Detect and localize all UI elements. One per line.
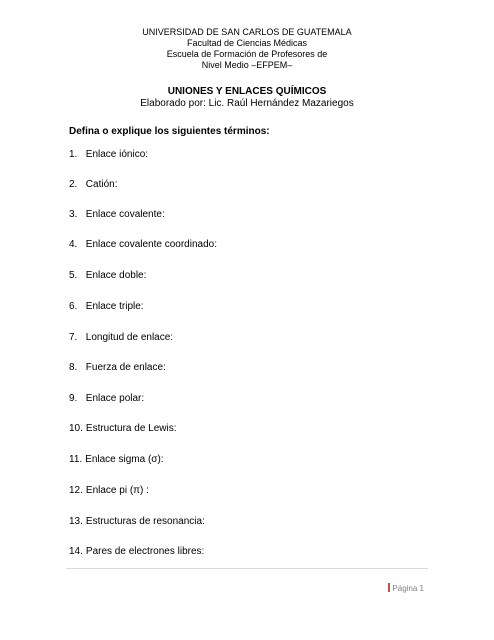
term-number: 4. (69, 239, 78, 250)
page-marker-icon (388, 583, 390, 592)
list-item (69, 179, 117, 191)
list-item (69, 209, 165, 221)
term-number: 2. (69, 179, 78, 190)
page-number (0, 583, 424, 593)
instructions-heading: Defina o explique los siguientes términos: (69, 126, 270, 137)
list-item (69, 546, 204, 558)
term-text: Enlace polar: (85, 393, 145, 404)
term-text: Enlace covalente coordinado: (85, 239, 217, 250)
list-item (69, 393, 144, 405)
term-number: 3. (69, 209, 78, 220)
term-number: 14. (69, 546, 83, 557)
list-item (69, 332, 173, 344)
faculty-name: Facultad de Ciencias Médicas (186, 38, 308, 48)
list-item (69, 516, 205, 528)
term-text: Enlace sigma (σ): (85, 454, 164, 465)
term-number: 10. (69, 423, 83, 434)
list-item (69, 239, 217, 251)
page-number-label: Página 1 (392, 584, 424, 593)
footer-divider (66, 568, 428, 569)
term-number: 5. (69, 270, 78, 281)
term-text: Estructuras de resonancia: (85, 516, 205, 527)
term-number: 7. (69, 332, 78, 343)
term-number: 8. (69, 362, 78, 373)
term-number: 13. (69, 516, 83, 527)
list-item (69, 454, 164, 466)
term-text: Enlace pi (π) : (85, 485, 149, 496)
list-item (69, 301, 144, 313)
term-number: 12. (69, 485, 83, 496)
school-level: Nivel Medio –EFPEM– (201, 60, 293, 70)
university-name: UNIVERSIDAD DE SAN CARLOS DE GUATEMALA (142, 27, 352, 37)
list-item (69, 270, 146, 282)
term-text: Pares de electrones libres: (85, 546, 205, 557)
term-text: Enlace triple: (85, 301, 144, 312)
term-number: 9. (69, 393, 78, 404)
term-text: Catión: (85, 179, 118, 190)
term-text: Longitud de enlace: (85, 332, 174, 343)
term-number: 6. (69, 301, 78, 312)
term-text: Enlace iónico: (85, 149, 149, 160)
term-text: Fuerza de enlace: (85, 362, 166, 373)
term-list (69, 0, 429, 640)
term-text: Enlace covalente: (85, 209, 165, 220)
list-item (69, 362, 166, 374)
term-text: Estructura de Lewis: (85, 423, 177, 434)
document-author: Elaborado por: Lic. Raúl Hernández Mazariegos (140, 98, 354, 109)
document-title: UNIONES Y ENLACES QUÍMICOS (167, 86, 327, 97)
list-item (69, 485, 149, 497)
school-name: Escuela de Formación de Profesores de (166, 49, 328, 59)
term-number: 1. (69, 149, 78, 160)
list-item (69, 149, 148, 161)
term-text: Enlace doble: (85, 270, 147, 281)
term-number: 11. (69, 454, 83, 465)
list-item (69, 423, 177, 435)
